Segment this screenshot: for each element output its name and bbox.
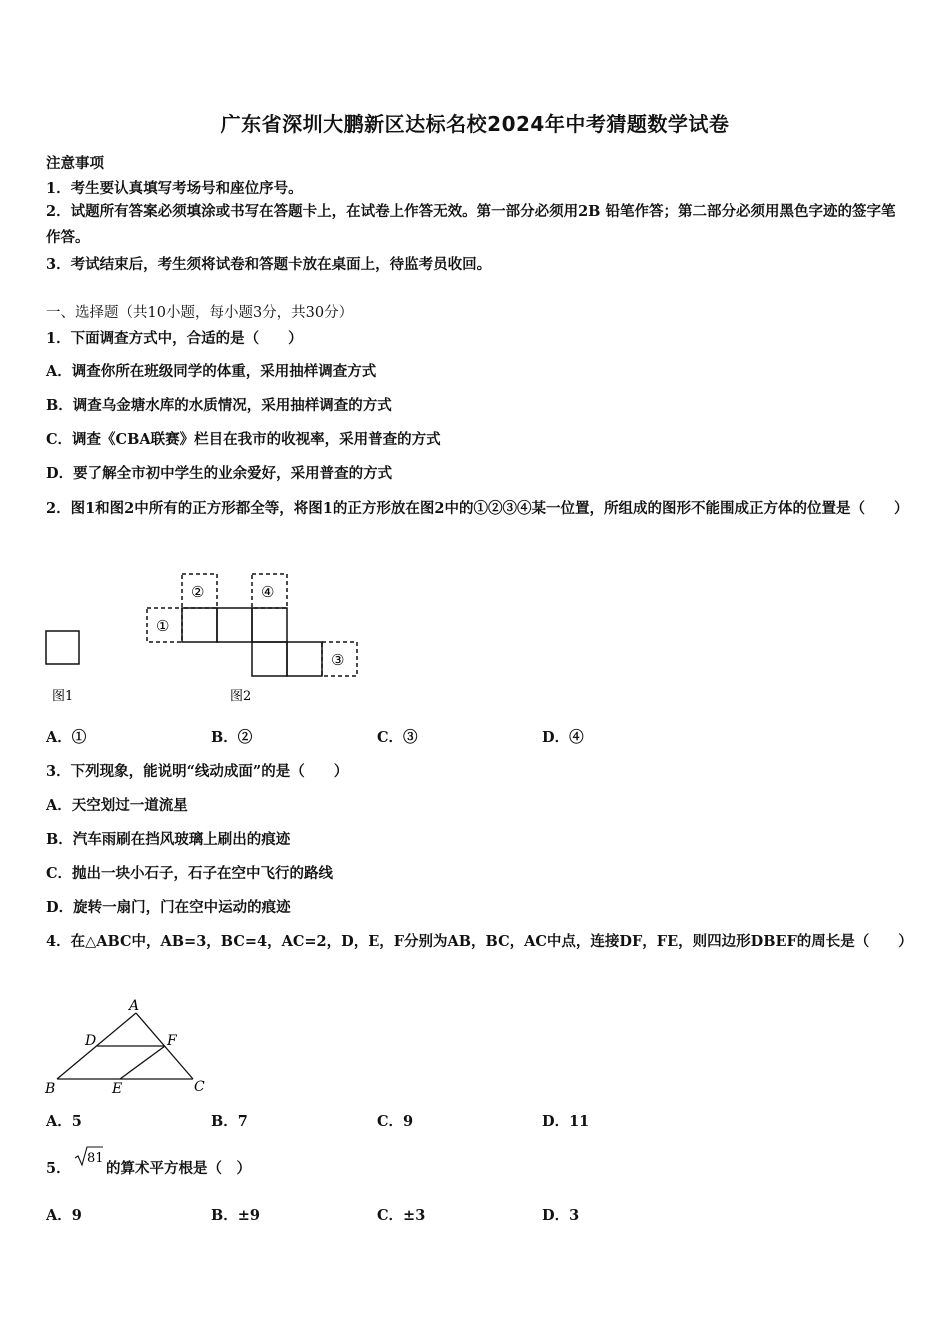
sqrt-symbol [74, 1145, 104, 1167]
notice-item-1: 1．考生要认真填写考场号和座位序号。 [46, 180, 303, 197]
segment-fe [120, 1046, 165, 1079]
fig1-label: 图1 [52, 689, 74, 704]
q1-option-b: B．调查乌金塘水库的水质情况，采用抽样调查的方式 [46, 397, 392, 414]
q2-option-c: C．③ [377, 729, 418, 746]
q2-stem: 2．图1和图2中所有的正方形都全等，将图1的正方形放在图2中的①②③④某一位置，所组成的图形不能围成正方体的位置是（ ） [46, 500, 909, 517]
position-2-label: ② [191, 583, 205, 601]
q1-option-d: D．要了解全市初中学生的业余爱好，采用普查的方式 [46, 465, 393, 482]
q4-option-d: D．11 [542, 1113, 590, 1130]
fig2-label: 图2 [230, 689, 252, 704]
q5-number: 5． [46, 1160, 71, 1177]
q2-figure [40, 568, 380, 713]
point-c-label: C [194, 1079, 205, 1095]
q3-option-a: A．天空划过一道流星 [46, 797, 188, 814]
sqrt-radicand: 81 [87, 1151, 104, 1166]
q5-option-a: A．9 [46, 1207, 82, 1224]
fig1-square [46, 631, 79, 664]
q5-stem: 的算术平方根是（ ） [106, 1160, 251, 1177]
q3-stem: 3．下列现象，能说明“线动成面”的是（ ） [46, 763, 349, 780]
notice-item-2: 2．试题所有答案必须填涂或书写在答题卡上，在试卷上作答无效。第一部分必须用2B 铅笔作答；第二部分必须用黑色字迹的签字笔作答。 [46, 203, 896, 246]
position-3-label: ③ [331, 651, 345, 669]
fig2-net [182, 608, 322, 676]
q5-option-c: C．±3 [377, 1207, 426, 1224]
page-title: 广东省深圳大鹏新区达标名校2024年中考猜题数学试卷 [220, 112, 730, 136]
notice-item-3: 3．考试结束后，考生须将试卷和答题卡放在桌面上，待监考员收回。 [46, 256, 492, 273]
q1-option-c: C．调查《CBA联赛》栏目在我市的收视率，采用普查的方式 [46, 431, 441, 448]
q3-option-d: D．旋转一扇门，门在空中运动的痕迹 [46, 899, 291, 916]
q4-triangle-figure [40, 996, 220, 1098]
point-b-label: B [45, 1081, 56, 1097]
q3-option-c: C．抛出一块小石子，石子在空中飞行的路线 [46, 865, 334, 882]
position-4-label: ④ [261, 583, 275, 601]
section-heading: 一、选择题（共10小题，每小题3分，共30分） [46, 305, 354, 321]
q4-option-c: C．9 [377, 1113, 414, 1130]
q5-option-d: D．3 [542, 1207, 580, 1224]
q2-option-b: B．② [211, 729, 253, 746]
q2-option-a: A．① [46, 729, 87, 746]
point-e-label: E [112, 1081, 123, 1097]
q3-option-b: B．汽车雨刷在挡风玻璃上刷出的痕迹 [46, 831, 291, 848]
notice-heading: 注意事项 [46, 155, 104, 172]
point-f-label: F [167, 1033, 177, 1049]
q4-option-a: A．5 [46, 1113, 82, 1130]
q5-option-b: B．±9 [211, 1207, 260, 1224]
point-d-label: D [85, 1033, 97, 1049]
q2-option-d: D．④ [542, 729, 584, 746]
q4-option-b: B．7 [211, 1113, 248, 1130]
q4-stem: 4．在△ABC中，AB=3，BC=4，AC=2，D，E，F分别为AB，BC，AC中点，连接DF，FE，则四边形DBEF的周长是（ ） [46, 933, 913, 950]
point-a-label: A [129, 998, 140, 1014]
q1-option-a: A．调查你所在班级同学的体重，采用抽样调查方式 [46, 363, 377, 380]
q1-stem: 1．下面调查方式中，合适的是（ ） [46, 330, 303, 347]
position-1-label: ① [156, 617, 170, 635]
